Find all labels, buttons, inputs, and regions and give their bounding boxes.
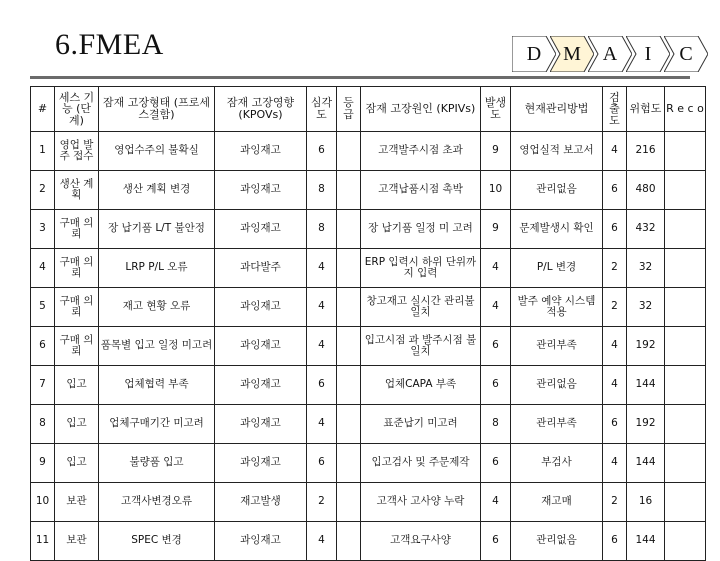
- cell-severity: 4: [307, 327, 337, 366]
- cell-failure-effect: 과잉재고: [215, 444, 307, 483]
- cell-failure-cause: 업체CAPA 부족: [361, 366, 481, 405]
- cell-failure-effect: 과잉재고: [215, 288, 307, 327]
- cell-failure-cause: 고객발주시점 초과: [361, 132, 481, 171]
- cell-detection: 2: [603, 483, 627, 522]
- cell-current-controls: 관리없음: [511, 366, 603, 405]
- cell-failure-cause: 고객납품시점 촉박: [361, 171, 481, 210]
- cell-detection: 2: [603, 249, 627, 288]
- cell-no: 5: [31, 288, 55, 327]
- table-row: [31, 405, 706, 444]
- cell-class: [337, 444, 361, 483]
- cell-failure-mode: 업체협력 부족: [99, 366, 215, 405]
- phase-label: C: [679, 42, 693, 65]
- cell-process-step: 생산 계획: [55, 171, 99, 210]
- cell-current-controls: 영업실적 보고서: [511, 132, 603, 171]
- cell-failure-effect: 과잉재고: [215, 522, 307, 561]
- cell-recommended: [665, 171, 706, 210]
- cell-no: 3: [31, 210, 55, 249]
- cell-detection: 4: [603, 132, 627, 171]
- cell-failure-effect: 과잉재고: [215, 327, 307, 366]
- cell-rpn: 16: [627, 483, 665, 522]
- cell-failure-cause: 고객사 고사양 누락: [361, 483, 481, 522]
- cell-recommended: [665, 288, 706, 327]
- cell-failure-mode: 장 납기품 L/T 불안정: [99, 210, 215, 249]
- table-row: [31, 327, 706, 366]
- cell-occurrence: 4: [481, 249, 511, 288]
- cell-no: 10: [31, 483, 55, 522]
- phase-label: A: [602, 42, 618, 65]
- cell-rpn: 192: [627, 405, 665, 444]
- cell-failure-cause: 표준납기 미고려: [361, 405, 481, 444]
- phase-label: I: [644, 42, 652, 65]
- cell-process-step: 영업 발주 접수: [55, 132, 99, 171]
- cell-severity: 4: [307, 405, 337, 444]
- cell-failure-mode: 재고 현황 오류: [99, 288, 215, 327]
- header-failure-mode: 잠재 고장형태 (프로세스결함): [99, 87, 215, 132]
- cell-process-step: 구매 의뢰: [55, 249, 99, 288]
- cell-process-step: 구매 의뢰: [55, 210, 99, 249]
- cell-class: [337, 483, 361, 522]
- cell-failure-effect: 과잉재고: [215, 405, 307, 444]
- cell-process-step: 입고: [55, 366, 99, 405]
- cell-process-step: 입고: [55, 405, 99, 444]
- cell-no: 9: [31, 444, 55, 483]
- cell-failure-effect: 과다발주: [215, 249, 307, 288]
- cell-no: 11: [31, 522, 55, 561]
- cell-failure-mode: 생산 계획 변경: [99, 171, 215, 210]
- table-row: [31, 444, 706, 483]
- cell-occurrence: 6: [481, 522, 511, 561]
- cell-detection: 4: [603, 444, 627, 483]
- cell-failure-cause: 입고시점 과 발주시점 불일치: [361, 327, 481, 366]
- cell-failure-cause: 입고검사 및 주문제작: [361, 444, 481, 483]
- header-process-step: 세스 기능 (단계): [55, 87, 99, 132]
- cell-current-controls: P/L 변경: [511, 249, 603, 288]
- cell-class: [337, 405, 361, 444]
- cell-recommended: [665, 249, 706, 288]
- cell-process-step: 입고: [55, 444, 99, 483]
- phase-label: D: [526, 42, 542, 65]
- table-row: [31, 366, 706, 405]
- cell-occurrence: 6: [481, 444, 511, 483]
- header-no: #: [31, 87, 55, 132]
- cell-current-controls: 재고매: [511, 483, 603, 522]
- table-row: [31, 483, 706, 522]
- cell-occurrence: 9: [481, 210, 511, 249]
- cell-rpn: 144: [627, 444, 665, 483]
- cell-failure-mode: 고객사변경오류: [99, 483, 215, 522]
- cell-detection: 6: [603, 405, 627, 444]
- cell-failure-effect: 과잉재고: [215, 210, 307, 249]
- cell-process-step: 보관: [55, 483, 99, 522]
- cell-class: [337, 288, 361, 327]
- header-severity: 심각도: [307, 87, 337, 132]
- cell-rpn: 144: [627, 522, 665, 561]
- cell-no: 8: [31, 405, 55, 444]
- cell-current-controls: 문제발생시 확인: [511, 210, 603, 249]
- cell-severity: 4: [307, 249, 337, 288]
- cell-no: 4: [31, 249, 55, 288]
- cell-rpn: 32: [627, 249, 665, 288]
- cell-failure-mode: LRP P/L 오류: [99, 249, 215, 288]
- cell-detection: 2: [603, 288, 627, 327]
- phase-chevron-c: [664, 36, 708, 72]
- cell-severity: 4: [307, 288, 337, 327]
- dmaic-phase-bar: [512, 36, 710, 72]
- cell-recommended: [665, 405, 706, 444]
- cell-detection: 6: [603, 210, 627, 249]
- cell-class: [337, 171, 361, 210]
- cell-failure-mode: 품목별 입고 일정 미고려: [99, 327, 215, 366]
- fmea-table: [30, 86, 706, 561]
- cell-no: 7: [31, 366, 55, 405]
- cell-failure-effect: 과잉재고: [215, 366, 307, 405]
- table-row: [31, 249, 706, 288]
- cell-failure-mode: SPEC 변경: [99, 522, 215, 561]
- cell-current-controls: 부검사: [511, 444, 603, 483]
- cell-recommended: [665, 366, 706, 405]
- cell-rpn: 192: [627, 327, 665, 366]
- cell-occurrence: 6: [481, 366, 511, 405]
- cell-failure-effect: 과잉재고: [215, 132, 307, 171]
- table-row: [31, 132, 706, 171]
- cell-class: [337, 210, 361, 249]
- cell-severity: 6: [307, 444, 337, 483]
- cell-failure-effect: 과잉재고: [215, 171, 307, 210]
- cell-severity: 8: [307, 171, 337, 210]
- cell-class: [337, 249, 361, 288]
- cell-no: 2: [31, 171, 55, 210]
- title-divider: [30, 76, 690, 79]
- cell-current-controls: 관리없음: [511, 522, 603, 561]
- cell-failure-mode: 불량품 입고: [99, 444, 215, 483]
- table-row: [31, 171, 706, 210]
- cell-class: [337, 522, 361, 561]
- cell-recommended: [665, 483, 706, 522]
- cell-current-controls: 관리부족: [511, 405, 603, 444]
- cell-detection: 6: [603, 171, 627, 210]
- table-row: [31, 522, 706, 561]
- cell-recommended: [665, 522, 706, 561]
- cell-failure-mode: 업체구매기간 미고려: [99, 405, 215, 444]
- cell-failure-cause: 고객요구사양: [361, 522, 481, 561]
- cell-recommended: [665, 132, 706, 171]
- table-header-row: [31, 87, 706, 132]
- header-failure-cause: 잠재 고장원인 (KPIVs): [361, 87, 481, 132]
- slide-title: 6.FMEA: [55, 28, 164, 61]
- cell-occurrence: 4: [481, 288, 511, 327]
- header-occurrence: 발생도: [481, 87, 511, 132]
- cell-no: 1: [31, 132, 55, 171]
- header-current-controls: 현재관리방법: [511, 87, 603, 132]
- header-failure-effect: 잠재 고장영향 (KPOVs): [215, 87, 307, 132]
- cell-recommended: [665, 210, 706, 249]
- cell-occurrence: 4: [481, 483, 511, 522]
- table-row: [31, 288, 706, 327]
- cell-process-step: 구매 의뢰: [55, 327, 99, 366]
- cell-failure-effect: 재고발생: [215, 483, 307, 522]
- cell-current-controls: 발주 예약 시스템 적용: [511, 288, 603, 327]
- cell-failure-cause: 창고재고 실시간 관리불일치: [361, 288, 481, 327]
- cell-recommended: [665, 444, 706, 483]
- header-recommended: R e c o: [665, 87, 706, 132]
- cell-current-controls: 관리부족: [511, 327, 603, 366]
- cell-class: [337, 366, 361, 405]
- cell-class: [337, 132, 361, 171]
- cell-occurrence: 9: [481, 132, 511, 171]
- table-row: [31, 210, 706, 249]
- cell-detection: 4: [603, 366, 627, 405]
- cell-failure-cause: ERP 입력시 하위 단위까지 입력: [361, 249, 481, 288]
- cell-rpn: 480: [627, 171, 665, 210]
- cell-process-step: 구매 의뢰: [55, 288, 99, 327]
- cell-current-controls: 관리없음: [511, 171, 603, 210]
- cell-rpn: 216: [627, 132, 665, 171]
- cell-severity: 6: [307, 366, 337, 405]
- table-body: [31, 132, 706, 561]
- cell-rpn: 144: [627, 366, 665, 405]
- cell-severity: 2: [307, 483, 337, 522]
- cell-rpn: 32: [627, 288, 665, 327]
- header-rpn: 위험도: [627, 87, 665, 132]
- cell-failure-cause: 장 납기품 일정 미 고려: [361, 210, 481, 249]
- cell-occurrence: 6: [481, 327, 511, 366]
- phase-label: M: [563, 42, 581, 65]
- header-class: 등급: [337, 87, 361, 132]
- cell-detection: 4: [603, 327, 627, 366]
- cell-severity: 6: [307, 132, 337, 171]
- cell-no: 6: [31, 327, 55, 366]
- cell-occurrence: 8: [481, 405, 511, 444]
- cell-class: [337, 327, 361, 366]
- cell-failure-mode: 영업수주의 불확실: [99, 132, 215, 171]
- cell-process-step: 보관: [55, 522, 99, 561]
- header-detection: 검출도: [603, 87, 627, 132]
- cell-severity: 4: [307, 522, 337, 561]
- cell-detection: 6: [603, 522, 627, 561]
- cell-recommended: [665, 327, 706, 366]
- cell-occurrence: 10: [481, 171, 511, 210]
- cell-rpn: 432: [627, 210, 665, 249]
- cell-severity: 8: [307, 210, 337, 249]
